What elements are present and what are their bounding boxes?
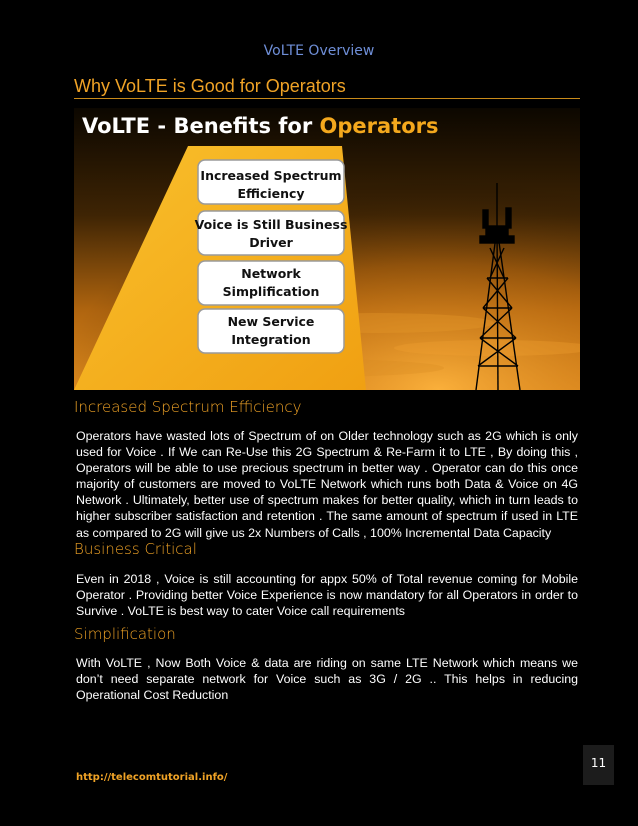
heading-simplification: Simplification <box>74 625 176 643</box>
svg-text:VoLTE - Benefits for Operators <box>82 114 439 138</box>
benefit-box-spectrum-line1: Increased Spectrum <box>200 168 342 183</box>
heading-business-critical: Business Critical <box>74 540 197 558</box>
paragraph-spectrum-efficiency: Operators have wasted lots of Spectrum of on Older technology such as 2G which is only used for Voice . If We can Re-Use this 2G Spectrum & Re-Farm it to LTE , By doing this , Operators will be able to use precious spectrum in better way . Operator can do this once majority of customers are moved to VoLTE Network which runs both Data & Voice on 4G Network . Ultimately, better use of spectrum makes for better quality, which in turn leads to higher subscriber satisfaction and retention . The same amount of spectrum if used in LTE as compared to 2G will give us 2x Numbers of Calls , 100% Incremental Data Capacity <box>76 429 578 540</box>
benefit-box-service <box>198 309 344 353</box>
footer-url-link[interactable]: http://telecomtutorial.info/ <box>76 772 228 783</box>
benefit-box-voice-line2: Driver <box>249 235 293 250</box>
banner-title-main: VoLTE - Benefits for <box>82 114 320 138</box>
benefit-box-service-line2: Integration <box>231 332 311 347</box>
benefit-box-spectrum <box>198 160 344 204</box>
paragraph-simplification: With VoLTE , Now Both Voice & data are riding on same LTE Network which means we don’t need separate network for Voice such as 3G / 2G .. This helps in reducing Operational Cost Reduction <box>76 656 578 703</box>
benefit-box-network <box>198 261 344 305</box>
benefits-banner <box>74 108 580 390</box>
section-title: Why VoLTE is Good for Operators <box>74 76 346 96</box>
banner-title-accent: Operators <box>319 114 439 138</box>
benefit-box-voice-line1: Voice is Still Business <box>194 217 348 232</box>
section-divider <box>74 98 580 99</box>
benefit-box-service-line1: New Service <box>227 314 315 329</box>
benefit-box-network-line2: Simplification <box>222 284 320 299</box>
benefit-box-network-line1: Network <box>241 266 301 281</box>
benefit-box-spectrum-line2: Efficiency <box>237 186 305 201</box>
banner-title <box>82 114 439 138</box>
paragraph-business-critical: Even in 2018 , Voice is still accounting for appx 50% of Total revenue coming for Mobile Operator . Providing better Voice Experience is now mandatory for all Operators in order to Survive . VoLTE is best way to cater Voice call requirements <box>76 572 578 619</box>
page-number: 11 <box>583 745 614 785</box>
heading-spectrum-efficiency: Increased Spectrum Efficiency <box>74 398 302 416</box>
benefit-box-voice <box>195 211 348 255</box>
document-header: VoLTE Overview <box>263 43 375 59</box>
